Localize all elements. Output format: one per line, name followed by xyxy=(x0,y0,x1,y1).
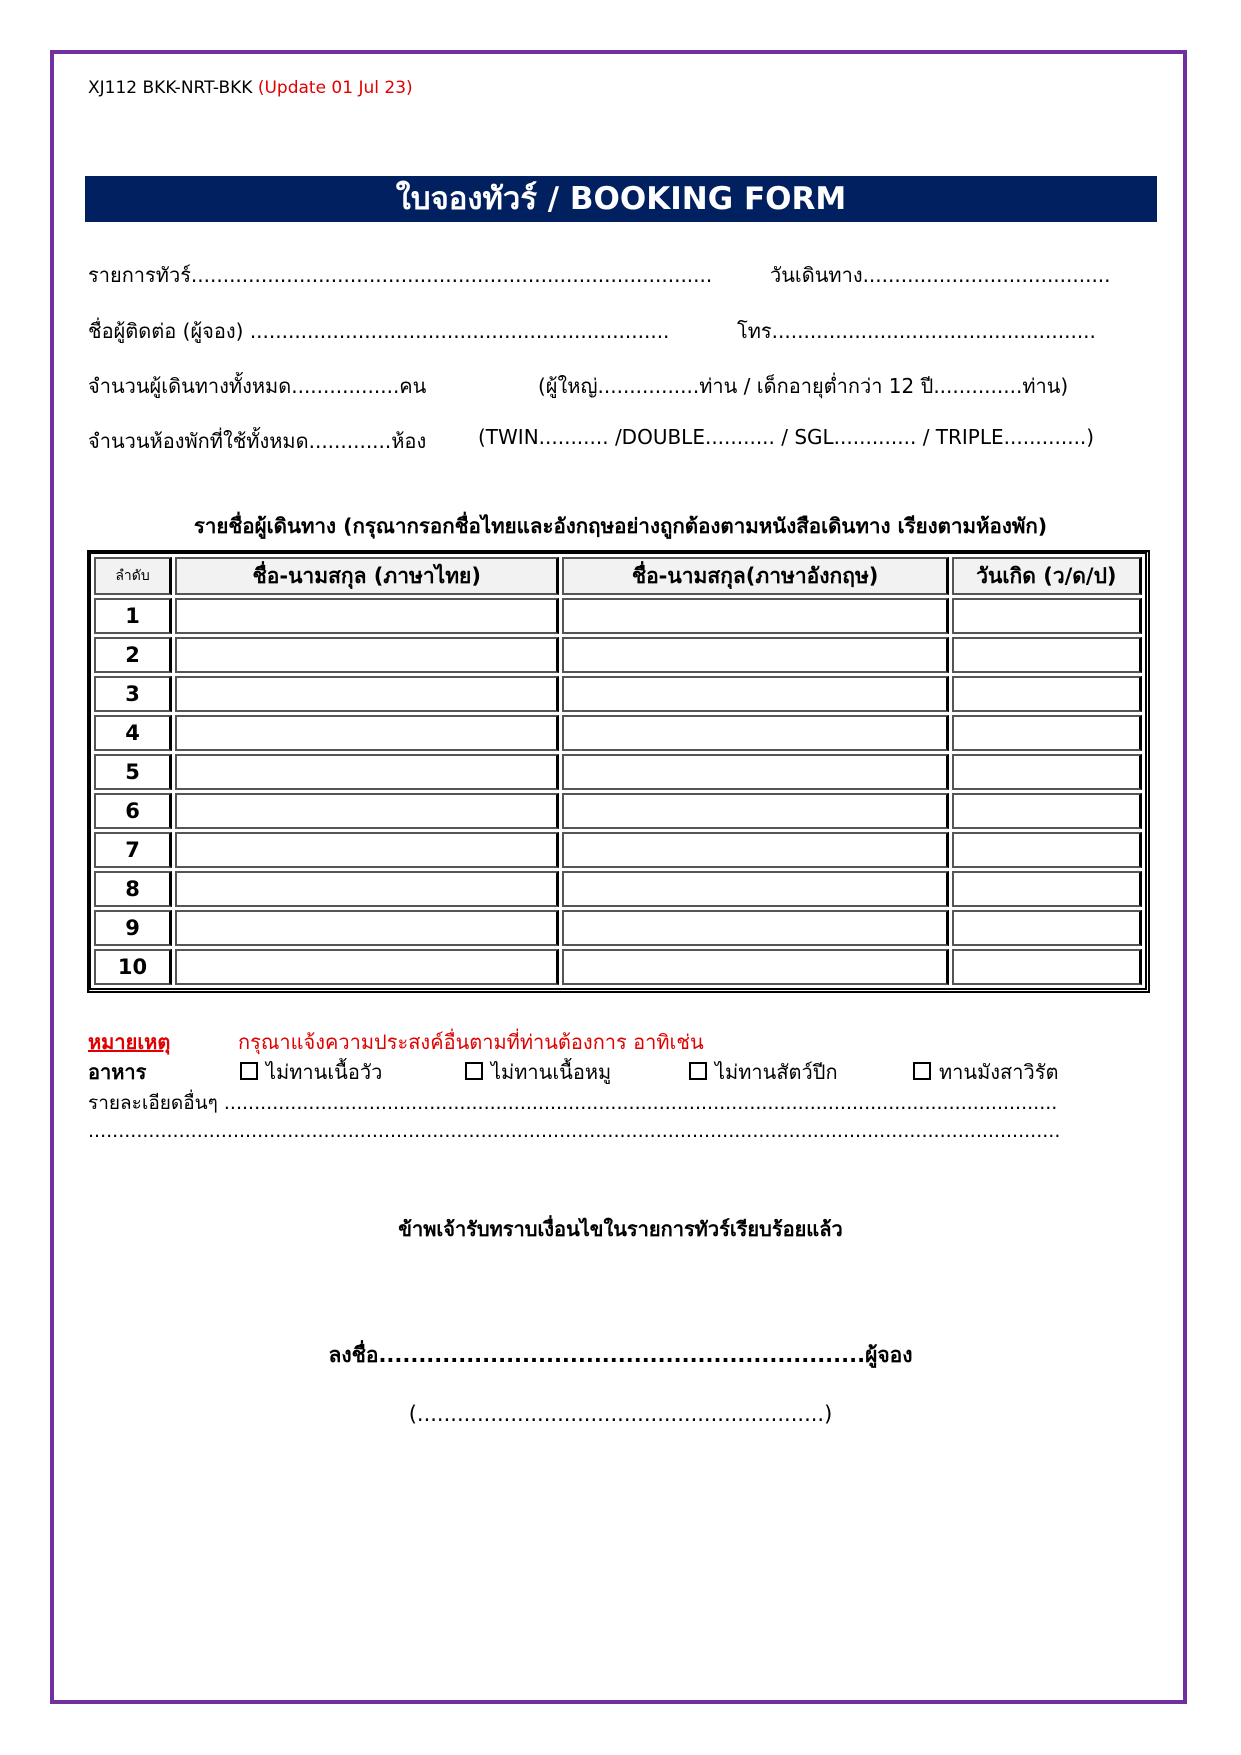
birthdate-cell[interactable] xyxy=(952,793,1142,829)
phone-field[interactable]: โทร................................................... xyxy=(737,319,1096,343)
table-row xyxy=(94,832,1142,868)
row-number: 3 xyxy=(94,676,172,712)
other-details-line2[interactable]: ................................................................................................................................................................. xyxy=(88,1120,1061,1142)
birthdate-cell[interactable] xyxy=(952,754,1142,790)
table-row xyxy=(94,949,1142,985)
header-order: ลำดับ xyxy=(94,557,172,595)
row-number: 6 xyxy=(94,793,172,829)
rooms-field[interactable]: จำนวนห้องพักที่ใช้ทั้งหมด.............ห้อง xyxy=(88,429,427,453)
english-name-cell[interactable] xyxy=(562,910,948,946)
english-name-cell[interactable] xyxy=(562,949,948,985)
tour-field[interactable]: รายการทัวร์.................................................................................. xyxy=(88,263,713,287)
food-option-no-beef[interactable] xyxy=(240,1056,382,1088)
table-row xyxy=(94,793,1142,829)
travel-date-field[interactable]: วันเดินทาง....................................... xyxy=(770,263,1111,287)
signature-name-line[interactable]: (.............................................................) xyxy=(408,1402,833,1426)
table-row xyxy=(94,871,1142,907)
table-row xyxy=(94,676,1142,712)
table-header-row xyxy=(94,557,1142,595)
row-number: 5 xyxy=(94,754,172,790)
english-name-cell[interactable] xyxy=(562,637,948,673)
birthdate-cell[interactable] xyxy=(952,832,1142,868)
option-label: ไม่ทานเนื้อวัว xyxy=(266,1060,383,1084)
row-number: 7 xyxy=(94,832,172,868)
thai-name-cell[interactable] xyxy=(175,676,559,712)
food-label: อาหาร xyxy=(88,1060,147,1084)
header-birthdate: วันเกิด (ว/ด/ป) xyxy=(952,557,1142,595)
thai-name-cell[interactable] xyxy=(175,637,559,673)
thai-name-cell[interactable] xyxy=(175,949,559,985)
row-number: 1 xyxy=(94,598,172,634)
total-pax-field[interactable]: จำนวนผู้เดินทางทั้งหมด.................คน xyxy=(88,374,427,398)
thai-name-cell[interactable] xyxy=(175,910,559,946)
table-row xyxy=(94,715,1142,751)
checkbox-icon xyxy=(240,1062,258,1080)
food-option-no-pork[interactable] xyxy=(465,1056,611,1088)
food-option-vegetarian[interactable] xyxy=(913,1056,1058,1088)
checkbox-icon xyxy=(689,1062,707,1080)
tour-code: XJ112 BKK-NRT-BKK xyxy=(88,78,253,98)
option-label: ไม่ทานเนื้อหมู xyxy=(491,1060,612,1084)
row-number: 8 xyxy=(94,871,172,907)
pax-breakdown-field[interactable]: (ผู้ใหญ่................ท่าน / เด็กอายุต่ำกว่า 12 ปี..............ท่าน) xyxy=(538,374,1069,398)
english-name-cell[interactable] xyxy=(562,676,948,712)
english-name-cell[interactable] xyxy=(562,715,948,751)
table-row xyxy=(94,598,1142,634)
option-label: ทานมังสาวิรัต xyxy=(939,1060,1059,1084)
row-number: 4 xyxy=(94,715,172,751)
table-row xyxy=(94,910,1142,946)
other-details-field[interactable]: รายละเอียดอื่นๆ .......................................................................................................................................... xyxy=(88,1092,1058,1114)
row-number: 9 xyxy=(94,910,172,946)
room-types-field[interactable]: (TWIN........... /DOUBLE........... / SGL............. / TRIPLE.............) xyxy=(478,425,1095,449)
english-name-cell[interactable] xyxy=(562,598,948,634)
birthdate-cell[interactable] xyxy=(952,598,1142,634)
english-name-cell[interactable] xyxy=(562,793,948,829)
thai-name-cell[interactable] xyxy=(175,871,559,907)
row-number: 2 xyxy=(94,637,172,673)
thai-name-cell[interactable] xyxy=(175,793,559,829)
food-option-no-poultry[interactable] xyxy=(689,1056,838,1088)
birthdate-cell[interactable] xyxy=(952,910,1142,946)
update-date: (Update 01 Jul 23) xyxy=(257,78,413,98)
contact-field[interactable]: ชื่อผู้ติดต่อ (ผู้จอง) .................................................................. xyxy=(88,319,670,343)
checkbox-icon xyxy=(913,1062,931,1080)
document-header xyxy=(88,78,413,98)
english-name-cell[interactable] xyxy=(562,754,948,790)
thai-name-cell[interactable] xyxy=(175,754,559,790)
passenger-table xyxy=(87,550,1150,993)
notes-text: กรุณาแจ้งความประสงค์อื่นตามที่ท่านต้องการ อาทิเช่น xyxy=(238,1030,704,1054)
row-number: 10 xyxy=(94,949,172,985)
checkbox-icon xyxy=(465,1062,483,1080)
table-row xyxy=(94,754,1142,790)
form-title: ใบจองทัวร์ / BOOKING FORM xyxy=(85,176,1157,222)
thai-name-cell[interactable] xyxy=(175,598,559,634)
thai-name-cell[interactable] xyxy=(175,832,559,868)
header-thai-name: ชื่อ-นามสกุล (ภาษาไทย) xyxy=(175,557,559,595)
birthdate-cell[interactable] xyxy=(952,949,1142,985)
notes-label: หมายเหตุ xyxy=(88,1030,171,1054)
option-label: ไม่ทานสัตว์ปีก xyxy=(715,1060,838,1084)
birthdate-cell[interactable] xyxy=(952,871,1142,907)
passenger-table-caption: รายชื่อผู้เดินทาง (กรุณากรอกชื่อไทยและอังกฤษอย่างถูกต้องตามหนังสือเดินทาง เรียงตามห้องพัก) xyxy=(193,514,1048,538)
thai-name-cell[interactable] xyxy=(175,715,559,751)
birthdate-cell[interactable] xyxy=(952,637,1142,673)
acknowledgement: ข้าพเจ้ารับทราบเงื่อนไขในรายการทัวร์เรียบร้อยแล้ว xyxy=(398,1217,843,1241)
english-name-cell[interactable] xyxy=(562,832,948,868)
birthdate-cell[interactable] xyxy=(952,676,1142,712)
header-english-name: ชื่อ-นามสกุล(ภาษาอังกฤษ) xyxy=(562,557,948,595)
english-name-cell[interactable] xyxy=(562,871,948,907)
table-row xyxy=(94,637,1142,673)
birthdate-cell[interactable] xyxy=(952,715,1142,751)
signature-line[interactable]: ลงชื่อ.............................................................ผู้จอง xyxy=(328,1343,913,1367)
